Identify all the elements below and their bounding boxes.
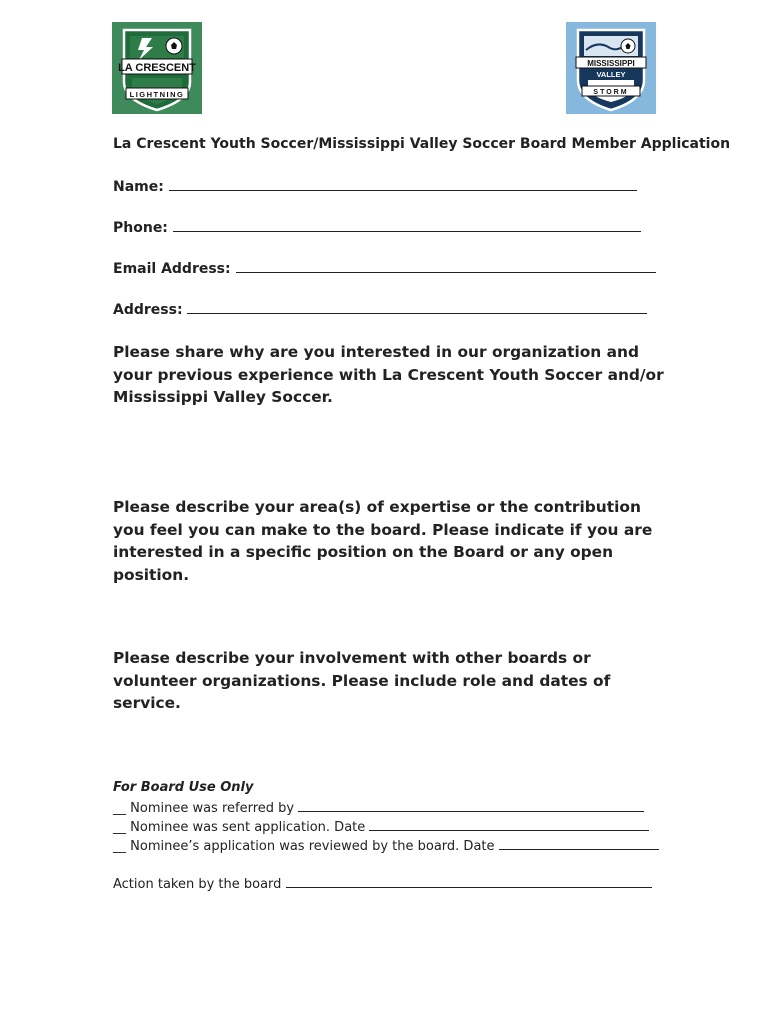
expertise-question: Please describe your area(s) of expertise or the contribution you feel you can make to the board. Please indicate if you are interested in a specific position on the Board or any open position. [113, 498, 653, 584]
logo-name-top: LA CRESCENT [118, 62, 196, 74]
board-item-referred [113, 799, 644, 816]
page-title: La Crescent Youth Soccer/Mississippi Valley Soccer Board Member Application [113, 136, 731, 152]
reviewed-date-line[interactable] [499, 837, 659, 850]
interest-question: Please share why are you interested in our organization and your previous experience with La Crescent Youth Soccer and/or Mississippi Valley Soccer. [113, 343, 664, 406]
email-label: Email Address: [113, 261, 231, 277]
board-item-blank[interactable]: __ [113, 820, 126, 835]
address-field[interactable] [113, 300, 647, 318]
board-use-heading: For Board Use Only [113, 780, 254, 795]
logo-name-bottom: STORM [593, 89, 629, 96]
board-item-text: Nominee’s application was reviewed by the board. Date [130, 839, 495, 854]
phone-label: Phone: [113, 220, 168, 236]
sent-date-line[interactable] [369, 818, 649, 831]
logo-name-top: MISSISSIPPI [587, 59, 635, 68]
action-line[interactable] [286, 875, 652, 888]
email-line[interactable] [236, 259, 656, 273]
mississippi-valley-storm-logo [566, 22, 656, 114]
name-field[interactable] [113, 177, 637, 195]
address-label: Address: [113, 302, 183, 318]
address-line[interactable] [187, 300, 647, 314]
involvement-question: Please describe your involvement with other boards or volunteer organizations. Please include role and dates of service. [113, 649, 611, 712]
phone-line[interactable] [173, 218, 641, 232]
logo-name-mid: VALLEY [596, 70, 626, 79]
name-label: Name: [113, 179, 164, 195]
board-item-blank[interactable]: __ [113, 801, 126, 816]
logo-name-bottom: LIGHTNING [129, 90, 185, 99]
board-action-label: Action taken by the board [113, 877, 282, 892]
board-item-reviewed [113, 837, 659, 854]
board-item-sent [113, 818, 649, 835]
board-item-text: Nominee was referred by [130, 801, 295, 816]
board-item-text: Nominee was sent application. Date [130, 820, 366, 835]
board-action [113, 875, 652, 892]
referred-line[interactable] [298, 799, 644, 812]
board-item-blank[interactable]: __ [113, 839, 126, 854]
la-crescent-lightning-logo [112, 22, 202, 114]
name-line[interactable] [169, 177, 637, 191]
phone-field[interactable] [113, 218, 641, 236]
email-field[interactable] [113, 259, 656, 277]
